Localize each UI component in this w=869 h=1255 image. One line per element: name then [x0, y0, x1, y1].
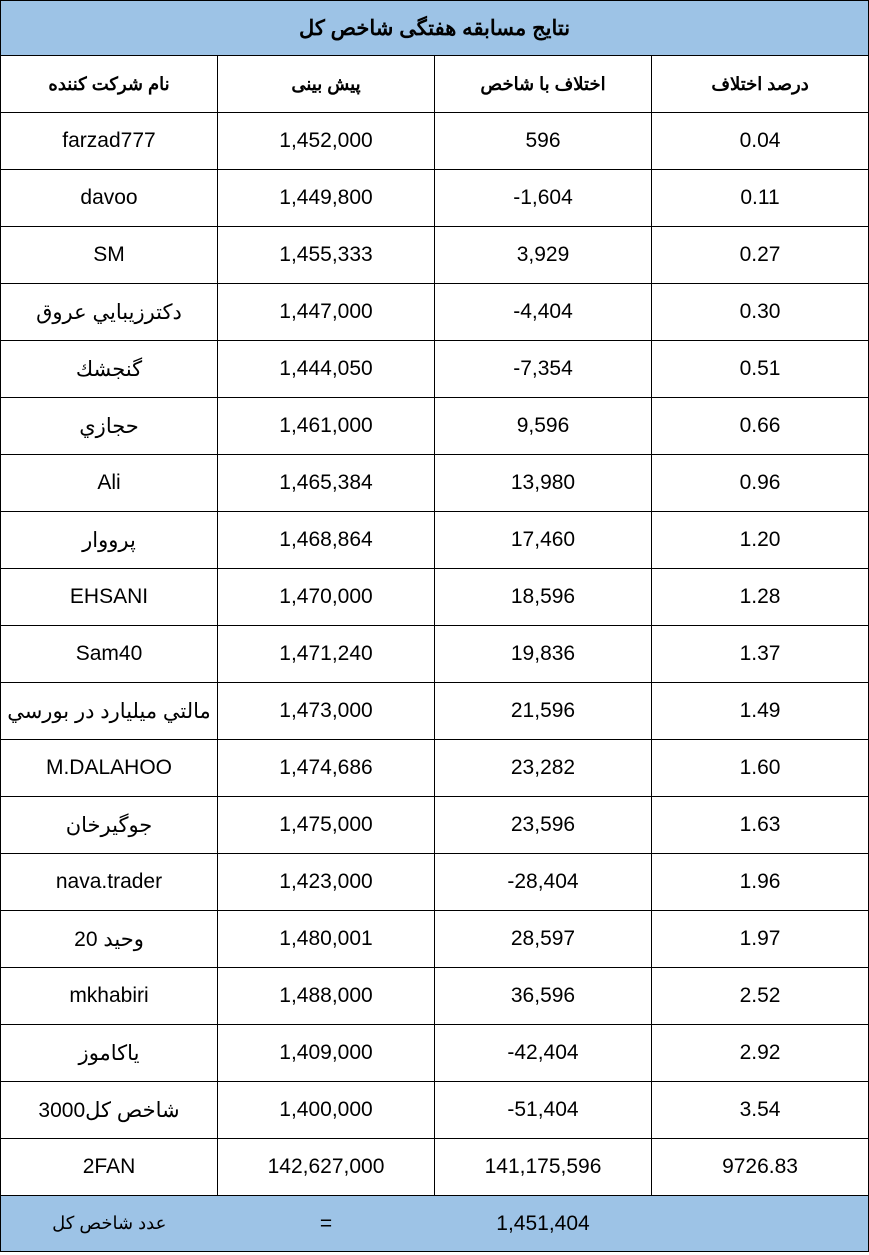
- prediction-cell: 1,473,000: [218, 683, 435, 740]
- difference-cell: -4,404: [435, 284, 652, 341]
- percent-cell: 1.60: [652, 740, 869, 797]
- table-row: [1, 284, 869, 341]
- table-row: [1, 626, 869, 683]
- percent-cell: 1.20: [652, 512, 869, 569]
- participant-name: SM: [1, 227, 218, 284]
- difference-cell: 9,596: [435, 398, 652, 455]
- table-row: [1, 227, 869, 284]
- difference-cell: 18,596: [435, 569, 652, 626]
- prediction-cell: 1,461,000: [218, 398, 435, 455]
- table-row: [1, 398, 869, 455]
- percent-cell: 9726.83: [652, 1139, 869, 1196]
- header-percent: درصد اختلاف: [652, 56, 869, 113]
- percent-cell: 1.49: [652, 683, 869, 740]
- prediction-cell: 1,475,000: [218, 797, 435, 854]
- difference-cell: 17,460: [435, 512, 652, 569]
- participant-name: farzad777: [1, 113, 218, 170]
- prediction-cell: 1,488,000: [218, 968, 435, 1025]
- prediction-cell: 1,465,384: [218, 455, 435, 512]
- participant-name: mkhabiri: [1, 968, 218, 1025]
- prediction-cell: 1,409,000: [218, 1025, 435, 1082]
- participant-name: پرووار: [1, 512, 218, 569]
- participant-name: جوگيرخان: [1, 797, 218, 854]
- percent-cell: 1.96: [652, 854, 869, 911]
- difference-cell: 13,980: [435, 455, 652, 512]
- participant-name: حجازي: [1, 398, 218, 455]
- table-row: [1, 455, 869, 512]
- percent-cell: 0.96: [652, 455, 869, 512]
- percent-cell: 0.30: [652, 284, 869, 341]
- table-row: [1, 170, 869, 227]
- participant-name: شاخص كل3000: [1, 1082, 218, 1139]
- prediction-cell: 1,470,000: [218, 569, 435, 626]
- index-value: 1,451,404: [435, 1196, 652, 1252]
- title-row: [1, 1, 869, 56]
- prediction-cell: 142,627,000: [218, 1139, 435, 1196]
- participant-name: ياكاموز: [1, 1025, 218, 1082]
- table-row: [1, 740, 869, 797]
- prediction-cell: 1,455,333: [218, 227, 435, 284]
- percent-cell: 3.54: [652, 1082, 869, 1139]
- percent-cell: 0.27: [652, 227, 869, 284]
- difference-cell: 19,836: [435, 626, 652, 683]
- table-row: [1, 113, 869, 170]
- participant-name: Sam40: [1, 626, 218, 683]
- prediction-cell: 1,423,000: [218, 854, 435, 911]
- equals-sign: =: [218, 1196, 435, 1252]
- difference-cell: -51,404: [435, 1082, 652, 1139]
- difference-cell: 596: [435, 113, 652, 170]
- participant-name: EHSANI: [1, 569, 218, 626]
- prediction-cell: 1,400,000: [218, 1082, 435, 1139]
- difference-cell: 21,596: [435, 683, 652, 740]
- difference-cell: 23,282: [435, 740, 652, 797]
- percent-cell: 1.97: [652, 911, 869, 968]
- percent-cell: 1.37: [652, 626, 869, 683]
- header-row: [1, 56, 869, 113]
- prediction-cell: 1,471,240: [218, 626, 435, 683]
- prediction-cell: 1,452,000: [218, 113, 435, 170]
- header-name: نام شرکت کننده: [1, 56, 218, 113]
- percent-cell: 0.66: [652, 398, 869, 455]
- difference-cell: -28,404: [435, 854, 652, 911]
- prediction-cell: 1,449,800: [218, 170, 435, 227]
- table-row: [1, 683, 869, 740]
- participant-name: دكترزيبايي عروق: [1, 284, 218, 341]
- footer-empty-cell: [652, 1196, 869, 1252]
- participant-name: وحيد 20: [1, 911, 218, 968]
- percent-cell: 0.04: [652, 113, 869, 170]
- difference-cell: 28,597: [435, 911, 652, 968]
- table-row: [1, 911, 869, 968]
- table-row: [1, 1139, 869, 1196]
- header-prediction: پیش بینی: [218, 56, 435, 113]
- table-row: [1, 797, 869, 854]
- difference-cell: 141,175,596: [435, 1139, 652, 1196]
- difference-cell: 23,596: [435, 797, 652, 854]
- percent-cell: 2.92: [652, 1025, 869, 1082]
- prediction-cell: 1,447,000: [218, 284, 435, 341]
- percent-cell: 0.11: [652, 170, 869, 227]
- prediction-cell: 1,444,050: [218, 341, 435, 398]
- table-title: نتایج مسابقه هفتگی شاخص کل: [1, 1, 869, 56]
- difference-cell: 3,929: [435, 227, 652, 284]
- table-row: [1, 1025, 869, 1082]
- prediction-cell: 1,468,864: [218, 512, 435, 569]
- table-row: [1, 1082, 869, 1139]
- participant-name: گنجشك: [1, 341, 218, 398]
- participant-name: Ali: [1, 455, 218, 512]
- table-row: [1, 341, 869, 398]
- prediction-cell: 1,480,001: [218, 911, 435, 968]
- index-label: عدد شاخص کل: [1, 1196, 218, 1252]
- percent-cell: 1.63: [652, 797, 869, 854]
- table-row: [1, 854, 869, 911]
- difference-cell: 36,596: [435, 968, 652, 1025]
- difference-cell: -1,604: [435, 170, 652, 227]
- header-difference: اختلاف با شاخص: [435, 56, 652, 113]
- difference-cell: -7,354: [435, 341, 652, 398]
- participant-name: مالتي ميليارد در بورسي: [1, 683, 218, 740]
- participant-name: M.DALAHOO: [1, 740, 218, 797]
- participant-name: nava.trader: [1, 854, 218, 911]
- participant-name: davoo: [1, 170, 218, 227]
- percent-cell: 1.28: [652, 569, 869, 626]
- table-row: [1, 512, 869, 569]
- percent-cell: 0.51: [652, 341, 869, 398]
- percent-cell: 2.52: [652, 968, 869, 1025]
- table-row: [1, 968, 869, 1025]
- prediction-cell: 1,474,686: [218, 740, 435, 797]
- footer-row: [1, 1196, 869, 1252]
- table-row: [1, 569, 869, 626]
- participant-name: 2FAN: [1, 1139, 218, 1196]
- difference-cell: -42,404: [435, 1025, 652, 1082]
